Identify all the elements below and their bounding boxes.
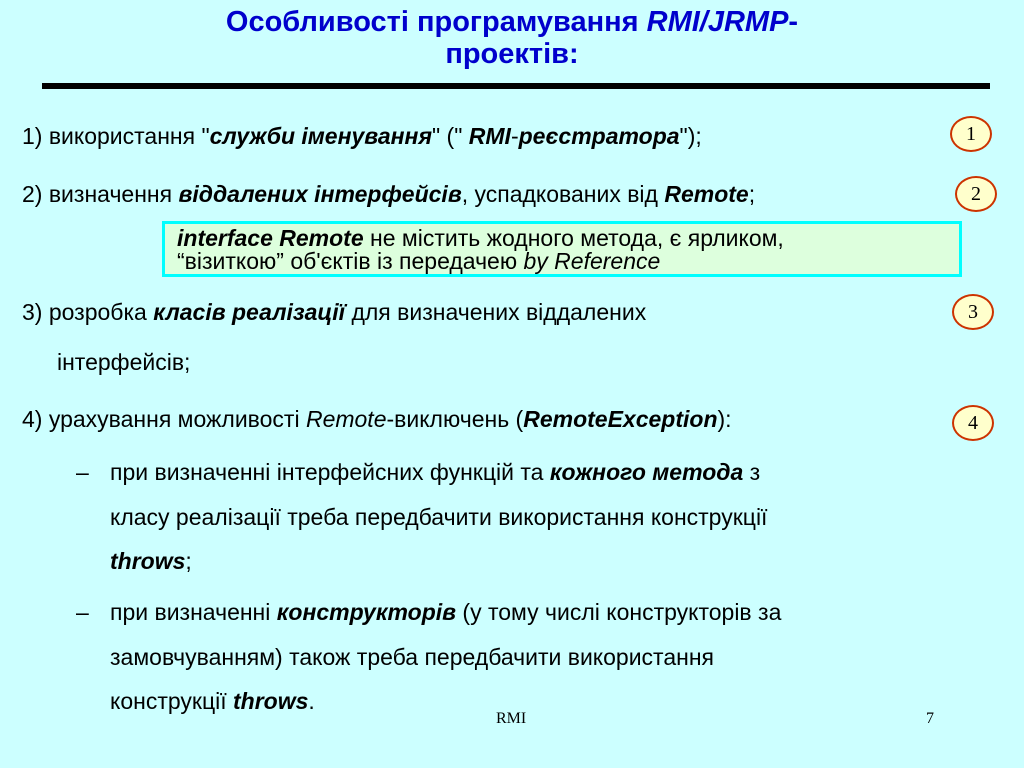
item-4 [22, 405, 732, 433]
item-2-end: ; [748, 181, 756, 207]
sub-bullet-1: – [76, 459, 89, 485]
sub-item-2-line-3 [110, 687, 315, 715]
sub-bullet-2: – [76, 599, 89, 625]
item-1-end: "); [679, 123, 702, 149]
sub-2-emph: конструкторів [276, 599, 457, 625]
sub-1-text: при визначенні інтерфейсних функцій та [110, 459, 550, 485]
item-1-text: 1) використання " [22, 123, 210, 149]
sub-item-2-line-1 [110, 598, 781, 626]
callout-text2: “візиткою” об'єктів із передачею [177, 248, 524, 274]
callout-italic: by Reference [523, 248, 661, 274]
item-1-registry: реєстратора [518, 123, 680, 149]
title-hyphen: - [788, 6, 799, 38]
callout-text: не містить жодного метода, є ярликом, [363, 225, 784, 251]
sub-item-1-line-1 [110, 458, 760, 486]
callout-box [162, 221, 962, 277]
sub-2-text2: (у тому числі конструкторів за [456, 599, 782, 625]
item-1-hyphen: - [510, 123, 519, 149]
item-3 [22, 298, 646, 326]
item-1 [22, 122, 702, 150]
item-2 [22, 180, 755, 208]
item-3-emph: класів реалізації [153, 299, 346, 325]
sub-item-1-line-3 [110, 547, 192, 575]
item-4-text2: -виключень ( [386, 406, 524, 432]
badge-4: 4 [952, 405, 994, 441]
badge-2: 2 [955, 176, 997, 212]
item-2-text: 2) визначення [22, 181, 179, 207]
callout-line-2 [177, 248, 660, 274]
sub-2-text: при визначенні [110, 599, 277, 625]
title-divider [42, 83, 990, 89]
item-4-end: ): [717, 406, 732, 432]
sub-item-1-line-2: класу реалізації треба передбачити використання конструкції [110, 504, 768, 530]
sub-2-end: . [308, 688, 315, 714]
item-4-remote: Remote [305, 406, 387, 432]
sub-1-throws: throws [110, 548, 186, 574]
callout-emph: interface Remote [177, 225, 364, 251]
item-2-emph: віддалених інтерфейсів [178, 181, 462, 207]
sub-1-text2: з [743, 459, 761, 485]
item-1-rmi: RMI [468, 123, 511, 149]
item-2-remote: Remote [664, 181, 749, 207]
sub-1-emph: кожного метода [549, 459, 744, 485]
footer-label: RMI [496, 710, 527, 727]
slide-title [0, 6, 1024, 70]
item-1-emph: служби іменування [209, 123, 432, 149]
item-4-text: 4) урахування можливості [22, 406, 306, 432]
sub-1-end: ; [185, 548, 192, 574]
sub-item-2-line-2: замовчуванням) також треба передбачити використання [110, 644, 714, 670]
title-text: Особливості програмування [225, 6, 647, 38]
item-3-cont: інтерфейсів; [57, 349, 191, 375]
item-2-text2: , успадкованих від [461, 181, 665, 207]
item-4-exception: RemoteException [523, 406, 718, 432]
item-1-text2: " (" [432, 123, 469, 149]
title-line2: проектів: [445, 38, 579, 70]
page-number: 7 [926, 710, 934, 727]
sub-2-throws: throws [233, 688, 309, 714]
item-3-text: 3) розробка [22, 299, 154, 325]
sub-2-text3: конструкції [110, 688, 234, 714]
title-italic: RMI/JRMP [646, 6, 789, 38]
item-3-text2: для визначених віддалених [345, 299, 647, 325]
badge-1: 1 [950, 116, 992, 152]
badge-3: 3 [952, 294, 994, 330]
